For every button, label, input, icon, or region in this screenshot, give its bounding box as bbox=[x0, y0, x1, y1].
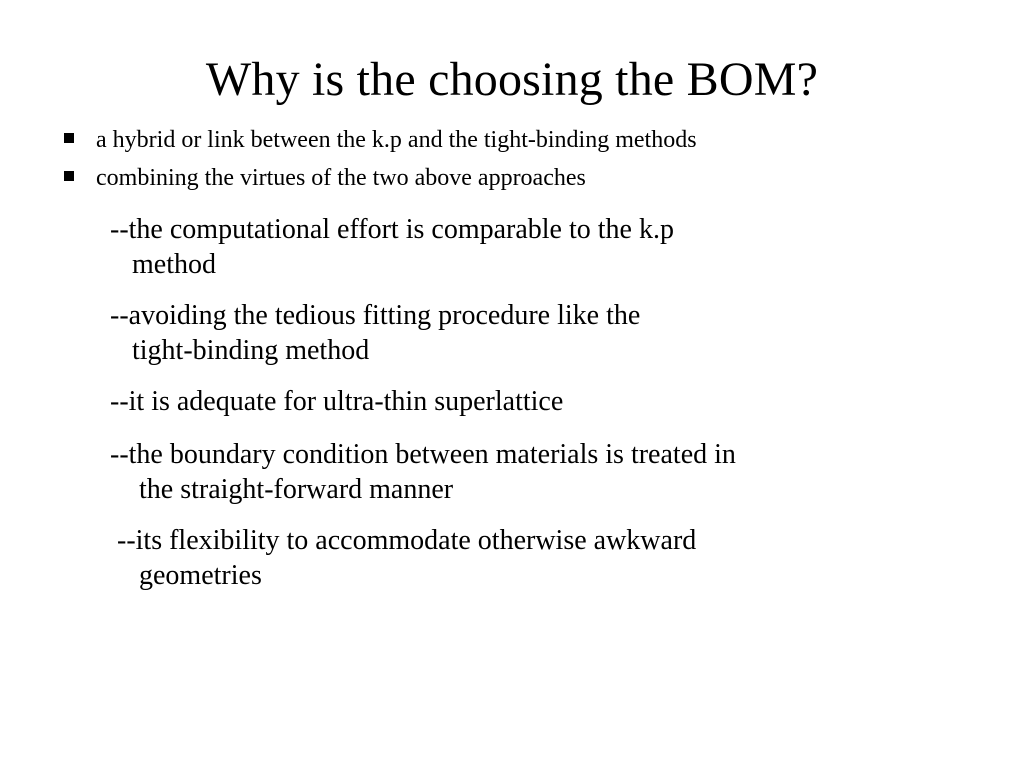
bullet-text: a hybrid or link between the k.p and the tight-binding methods bbox=[96, 127, 697, 153]
bullet-item bbox=[64, 164, 944, 192]
subpoint-line: --the boundary condition between materials is treated in bbox=[110, 439, 736, 470]
square-bullet-icon bbox=[64, 133, 74, 143]
subpoint-continuation: method bbox=[132, 249, 216, 280]
bullet-list bbox=[64, 126, 944, 202]
subpoint-item bbox=[110, 437, 736, 507]
subpoint-continuation: tight-binding method bbox=[132, 335, 370, 366]
subpoint-line: --avoiding the tedious fitting procedure like the bbox=[110, 300, 641, 331]
subpoint-line: --its flexibility to accommodate otherwise awkward bbox=[117, 525, 697, 556]
subpoint-line: --it is adequate for ultra-thin superlattice bbox=[110, 386, 564, 417]
subpoint-continuation: the straight-forward manner bbox=[139, 474, 454, 505]
bullet-item bbox=[64, 126, 944, 154]
subpoint-item bbox=[110, 298, 640, 368]
subpoint-line: --the computational effort is comparable to the k.p bbox=[110, 214, 674, 245]
slide-title: Why is the choosing the BOM? bbox=[205, 53, 819, 106]
square-bullet-icon bbox=[64, 171, 74, 181]
bullet-text: combining the virtues of the two above approaches bbox=[96, 165, 586, 191]
subpoint-item bbox=[110, 384, 563, 419]
subpoint-item bbox=[117, 523, 696, 593]
subpoint-item bbox=[110, 212, 674, 282]
subpoint-continuation: geometries bbox=[139, 560, 262, 591]
